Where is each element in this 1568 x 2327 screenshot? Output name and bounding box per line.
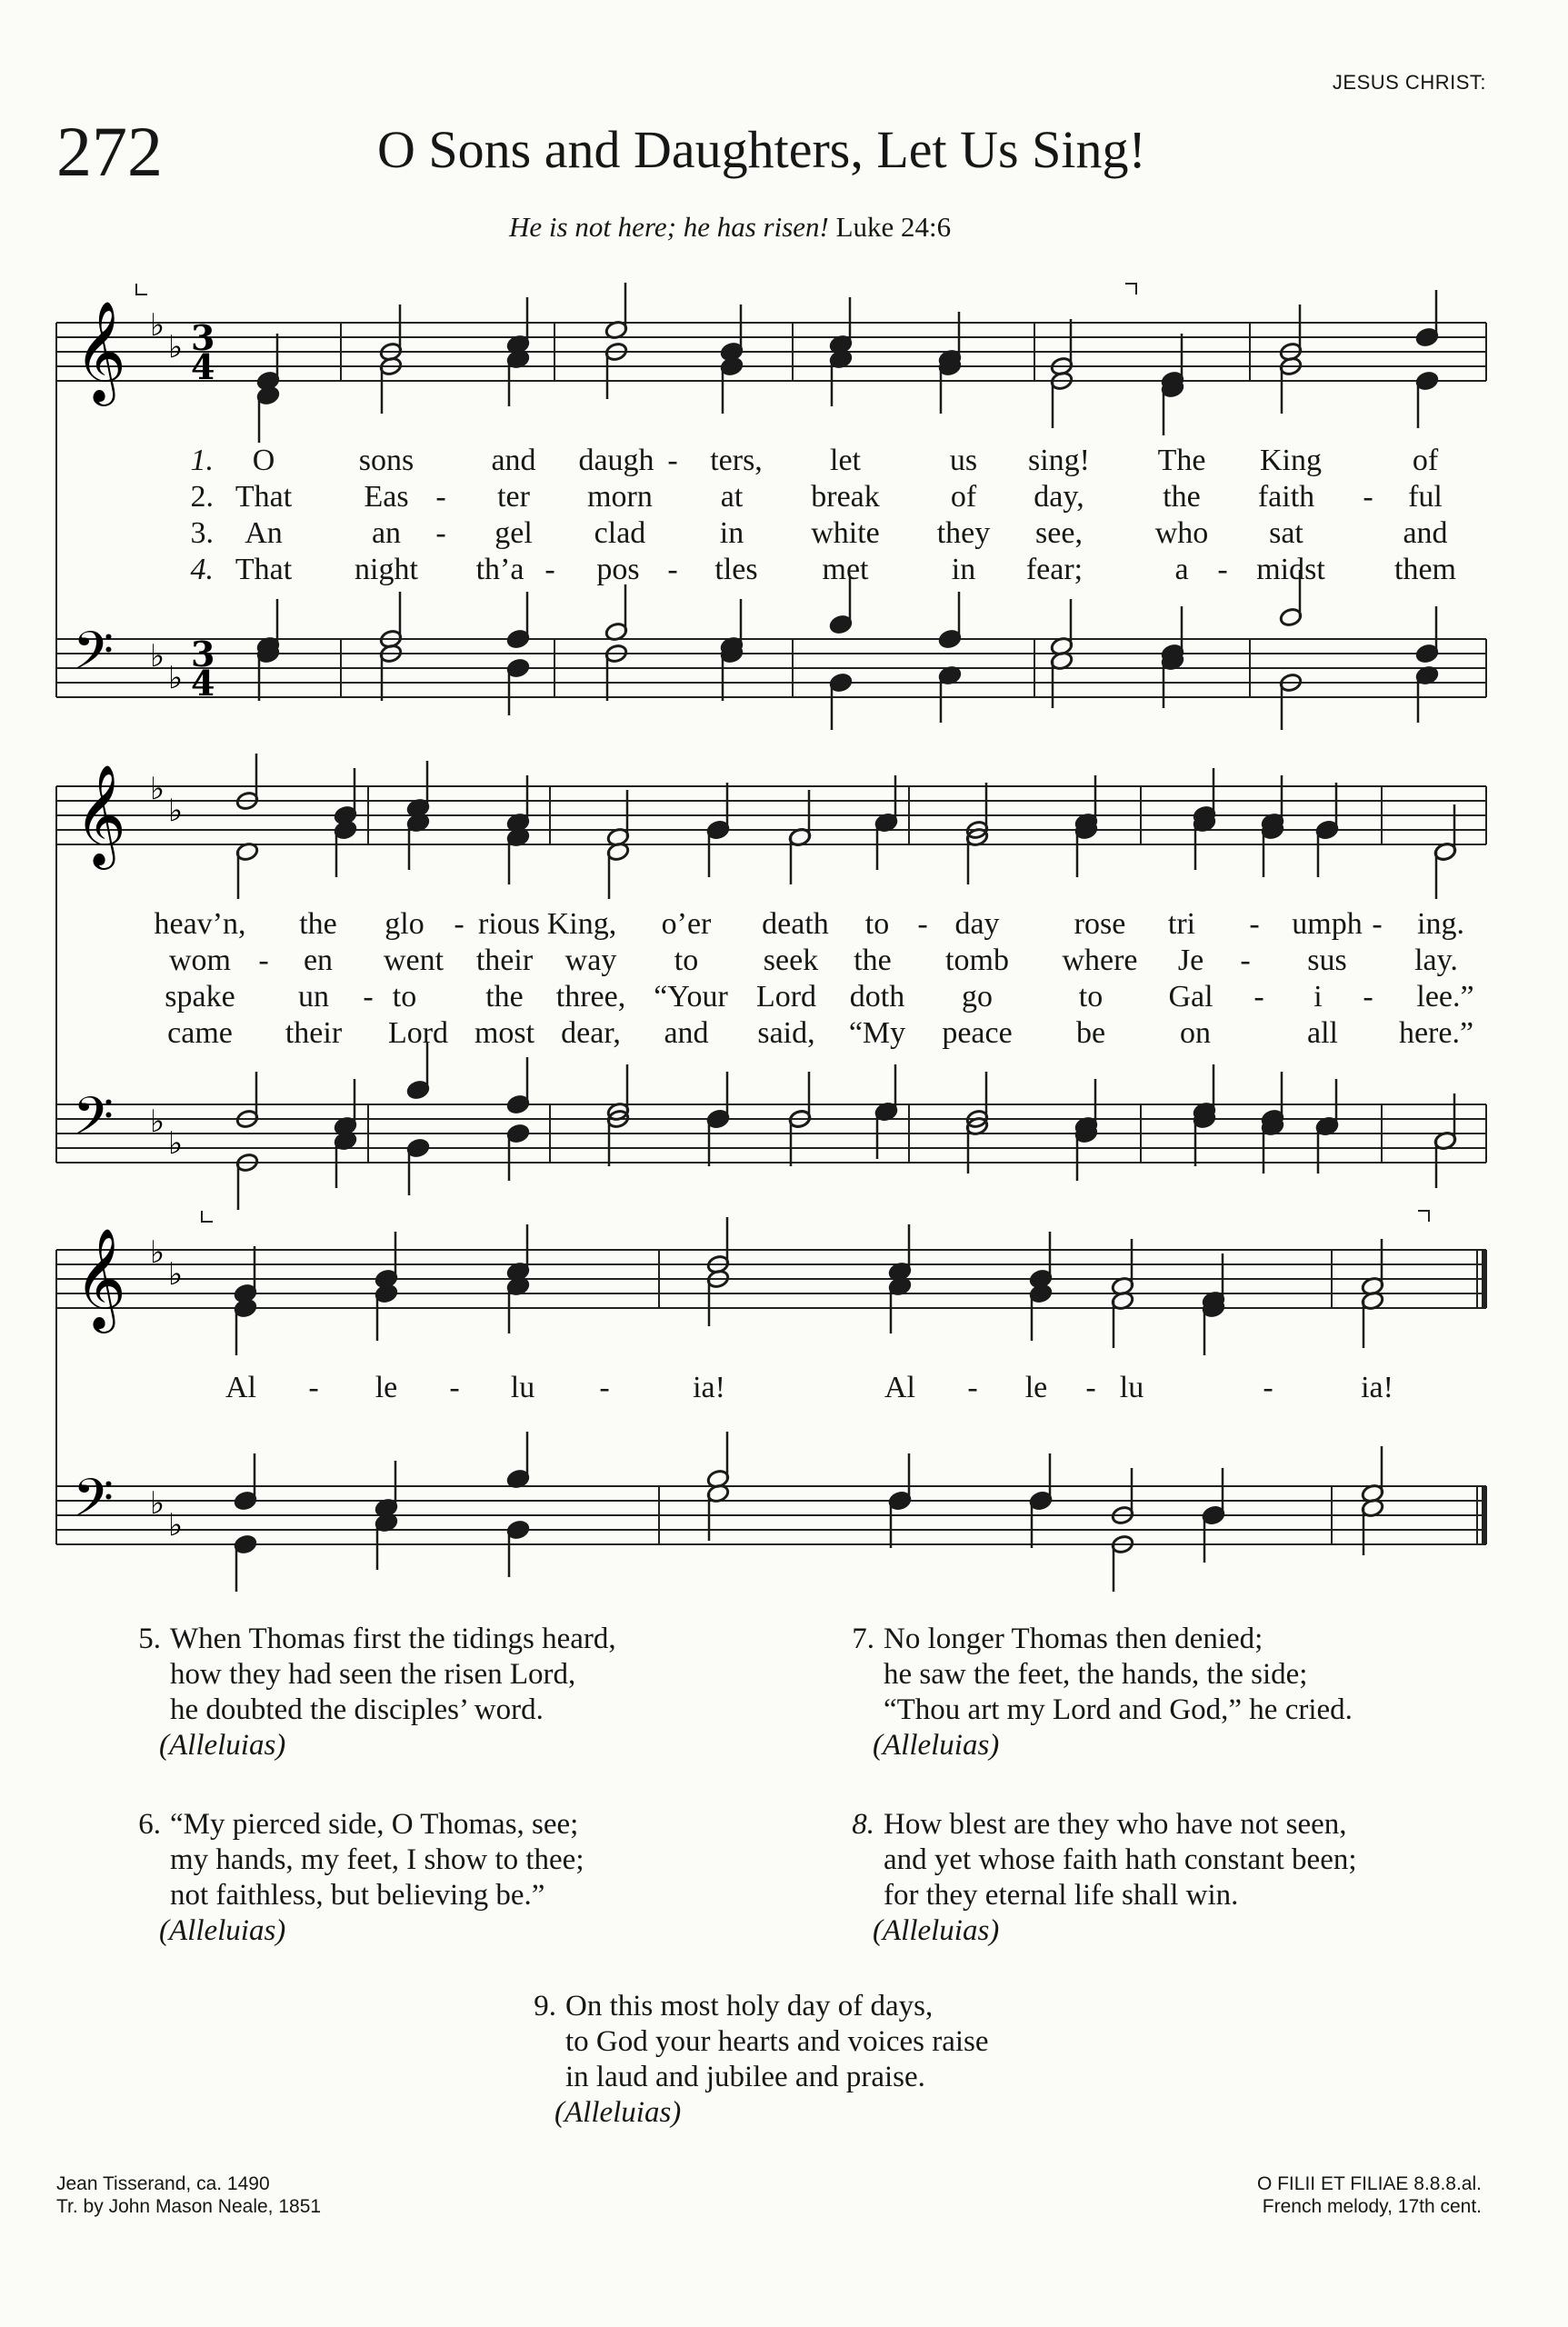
bracket-mark (202, 1211, 213, 1222)
flat-icon: ♭ (150, 771, 165, 807)
final-barline-thick (1482, 1486, 1487, 1544)
time-signature-top: 3 (191, 634, 215, 674)
lyric-syllable: “My (848, 1016, 906, 1050)
stanza-6 (138, 1807, 584, 1949)
lyric-syllable: tri (1167, 907, 1196, 941)
lyric-syllable: met (822, 553, 869, 586)
bracket-mark (1418, 1211, 1429, 1222)
lyric-syllable: i (1313, 980, 1323, 1014)
verse-number: 1. (190, 444, 214, 477)
stanza-line: in laud and jubilee and praise. (565, 2061, 925, 2093)
lyric-syllable: gel (494, 516, 533, 550)
refrain-syllable: ia! (1361, 1371, 1393, 1404)
stanza-line: he saw the feet, the hands, the side; (884, 1658, 1308, 1691)
lyric-syllable: way (564, 944, 617, 977)
time-signature-top: 3 (191, 317, 215, 358)
refrain-syllable: Al (884, 1371, 915, 1404)
refrain-syllable: lu (1119, 1371, 1144, 1404)
time-signature-bottom: 4 (191, 663, 215, 704)
flat-icon: ♭ (168, 660, 184, 696)
lyric-syllable: here.” (1398, 1016, 1474, 1050)
flat-icon: ♭ (150, 307, 165, 344)
lyric-syllable: most (474, 1016, 535, 1050)
lyric-syllable: day (954, 907, 1000, 941)
lyric-syllable: in (719, 516, 744, 550)
flat-icon: ♭ (150, 1485, 165, 1522)
lyric-syllable: Lord (387, 1016, 449, 1050)
lyric-syllable: they (936, 516, 991, 550)
lyric-syllable: - (258, 944, 269, 977)
lyric-syllable: lee.” (1416, 980, 1474, 1014)
lyric-syllable: us (949, 444, 978, 477)
stanza-number: 5. (138, 1623, 161, 1655)
lyric-syllable: clad (594, 516, 646, 550)
lyric-syllable: heav’n, (154, 907, 246, 941)
lyric-syllable: - (544, 553, 555, 586)
treble-clef-icon: 𝄞 (75, 1227, 126, 1329)
refrain-syllable: ia! (693, 1371, 725, 1404)
stanza-refrain: (Alleluias) (159, 1914, 286, 1947)
stanza-number: 6. (138, 1808, 161, 1841)
refrain-syllable: - (1263, 1371, 1273, 1404)
lyric-syllable: in (951, 553, 976, 586)
lyric-syllable: fear; (1025, 553, 1084, 586)
lyric-syllable: Gal (1168, 980, 1213, 1014)
flat-icon: ♭ (150, 638, 165, 674)
stanza-line: “Thou art my Lord and God,” he cried. (884, 1693, 1353, 1726)
lyric-syllable: and (1403, 516, 1448, 550)
lyric-syllable: rious (478, 907, 540, 941)
verse-number: 2. (190, 480, 214, 514)
lyric-syllable: and (664, 1016, 709, 1050)
text-author: Jean Tisserand, ca. 1490 (56, 2173, 270, 2194)
lyric-syllable: ter (497, 480, 530, 514)
tune-source: French melody, 17th cent. (1262, 2196, 1482, 2217)
lyric-syllable: the (1163, 480, 1201, 514)
lyric-syllable: three, (555, 980, 626, 1014)
stanza-line: No longer Thomas then denied; (884, 1623, 1263, 1655)
lyric-syllable: to (674, 944, 699, 977)
lyric-syllable: King, (546, 907, 617, 941)
stanza-refrain: (Alleluias) (554, 2096, 682, 2129)
lyric-syllable: - (1253, 980, 1264, 1014)
lyric-syllable: ters, (710, 444, 763, 477)
flat-icon: ♭ (168, 329, 184, 365)
lyric-syllable: to (1078, 980, 1104, 1014)
lyric-syllable: a (1174, 553, 1189, 586)
lyric-syllable: Eas (364, 480, 409, 514)
lyric-syllable: That (235, 480, 293, 514)
refrain-syllable: lu (510, 1371, 535, 1404)
stanza-number: 7. (852, 1623, 874, 1655)
lyric-syllable: rose (1074, 907, 1126, 941)
lyric-syllable: wom (169, 944, 231, 977)
stanza-5 (138, 1622, 616, 1763)
stanza-number: 9. (534, 1990, 556, 2022)
stanza-8 (852, 1807, 1357, 1949)
tune-name: O FILII ET FILIAE 8.8.8.al. (1256, 2173, 1482, 2194)
lyric-syllable: - (1363, 480, 1373, 514)
lyric-syllable: and (491, 444, 536, 477)
stanza-line: “My pierced side, O Thomas, see; (170, 1808, 579, 1841)
treble-clef-icon: 𝄞 (75, 300, 126, 402)
lyric-syllable: daugh (578, 444, 654, 477)
stanza-refrain: (Alleluias) (159, 1729, 286, 1762)
stanza-line: How blest are they who have not seen, (884, 1808, 1347, 1841)
stanza-line: On this most holy day of days, (565, 1990, 934, 2022)
lyric-syllable: night (355, 553, 418, 586)
stanza-line: how they had seen the risen Lord, (170, 1658, 576, 1691)
lyric-syllable: be (1075, 1016, 1106, 1050)
lyric-syllable: let (830, 444, 861, 477)
scripture-quote: He is not here; he has risen! (509, 211, 829, 243)
lyric-syllable: glo (385, 907, 424, 941)
refrain-syllable: - (308, 1371, 319, 1404)
lyric-syllable: - (454, 907, 464, 941)
time-signature-bottom: 4 (191, 346, 215, 387)
lyric-syllable: - (667, 553, 678, 586)
final-barline-thick (1482, 1250, 1487, 1308)
section-heading: JESUS CHRIST: (1332, 71, 1486, 94)
flat-icon: ♭ (150, 1104, 165, 1140)
stanza-line: When Thomas first the tidings heard, (170, 1623, 616, 1655)
lyric-syllable: en (303, 944, 334, 977)
lyric-syllable: break (811, 480, 880, 514)
lyric-syllable: umph (1292, 907, 1363, 941)
stanza-line: my hands, my feet, I show to thee; (170, 1843, 584, 1876)
lyric-syllable: came (167, 1016, 233, 1050)
lyric-syllable: peace (942, 1016, 1013, 1050)
flat-icon: ♭ (168, 1507, 184, 1543)
lyric-syllable: spake (165, 980, 235, 1014)
lyric-syllable: white (811, 516, 880, 550)
lyric-syllable: seek (763, 944, 819, 977)
lyric-syllable: morn (587, 480, 653, 514)
lyric-syllable: ful (1408, 480, 1443, 514)
stanza-refrain: (Alleluias) (873, 1729, 1000, 1762)
lyric-syllable: - (435, 516, 446, 550)
lyric-syllable: go (962, 980, 993, 1014)
lyric-syllable: - (1240, 944, 1251, 977)
stanza-line: to God your hearts and voices raise (565, 2025, 989, 2058)
stanza-line: for they eternal life shall win. (884, 1879, 1239, 1912)
lyric-syllable: death (762, 907, 829, 941)
lyric-syllable: see, (1035, 516, 1083, 550)
lyric-syllable: That (235, 553, 293, 586)
lyric-syllable: the (485, 980, 524, 1014)
bass-clef-icon: 𝄢 (73, 1467, 115, 1542)
lyric-syllable: - (917, 907, 928, 941)
lyric-syllable: An (245, 516, 283, 550)
refrain-syllable: - (1085, 1371, 1096, 1404)
lyric-syllable: of (1412, 444, 1439, 477)
lyric-syllable: where (1062, 944, 1138, 977)
verse-number: 3. (190, 516, 214, 550)
lyric-syllable: of (950, 480, 977, 514)
lyric-syllable: went (383, 944, 444, 977)
stanza-number: 8. (852, 1808, 874, 1841)
lyric-syllable: to (864, 907, 890, 941)
lyric-syllable: The (1157, 444, 1206, 477)
lyric-syllable: Je (1177, 944, 1204, 977)
hymn-title: O Sons and Daughters, Let Us Sing! (377, 120, 1146, 179)
lyric-syllable: - (1217, 553, 1228, 586)
lyric-syllable: on (1180, 1016, 1211, 1050)
text-credits (56, 2172, 321, 2218)
refrain-syllable: - (967, 1371, 978, 1404)
stanza-9 (534, 1989, 989, 2131)
lyric-syllable: day, (1034, 480, 1084, 514)
lyric-syllable: them (1394, 553, 1456, 586)
lyric-syllable: the (854, 944, 892, 977)
bass-clef-icon: 𝄢 (73, 620, 115, 694)
lyric-syllable: - (435, 480, 446, 514)
lyric-syllable: sat (1269, 516, 1303, 550)
bass-clef-icon: 𝄢 (73, 1085, 115, 1160)
lyric-syllable: Lord (755, 980, 817, 1014)
stanza-7 (852, 1622, 1353, 1763)
lyric-syllable: faith (1257, 480, 1315, 514)
stanza-refrain: (Alleluias) (873, 1914, 1000, 1947)
lyric-syllable: all (1307, 1016, 1338, 1050)
verse-number: 4. (190, 553, 214, 586)
lyric-syllable: doth (849, 980, 905, 1014)
lyric-syllable: - (1372, 907, 1383, 941)
bracket-mark (136, 284, 147, 295)
lyric-syllable: th’a (475, 553, 524, 586)
lyric-syllable: sing! (1028, 444, 1090, 477)
lyric-syllable: the (299, 907, 337, 941)
lyric-syllable: who (1154, 516, 1209, 550)
tune-credits (1109, 2172, 1482, 2218)
lyric-syllable: pos (596, 553, 640, 586)
refrain-syllable: Al (225, 1371, 256, 1404)
bracket-mark (1125, 284, 1136, 295)
stanza-line: and yet whose faith hath constant been; (884, 1843, 1357, 1876)
refrain-syllable: - (599, 1371, 610, 1404)
stanza-line: he doubted the disciples’ word. (170, 1693, 544, 1726)
flat-icon: ♭ (168, 1125, 184, 1162)
lyric-syllable: at (720, 480, 744, 514)
lyric-syllable: their (475, 944, 534, 977)
treble-clef-icon: 𝄞 (75, 764, 126, 865)
refrain-syllable: le (375, 1371, 398, 1404)
lyric-syllable: their (285, 1016, 343, 1050)
scripture-reference: Luke 24:6 (835, 211, 952, 243)
flat-icon: ♭ (150, 1234, 165, 1271)
lyric-syllable: King (1260, 444, 1322, 477)
stanza-line: not faithless, but believing be.” (170, 1879, 545, 1912)
lyric-syllable: an (371, 516, 402, 550)
lyric-syllable: - (1363, 980, 1373, 1014)
lyric-syllable: dear, (561, 1016, 621, 1050)
lyric-syllable: - (1249, 907, 1260, 941)
lyric-syllable: un (298, 980, 329, 1014)
flat-icon: ♭ (168, 793, 184, 829)
lyric-syllable: to (392, 980, 417, 1014)
translator-credit: Tr. by John Mason Neale, 1851 (56, 2196, 322, 2217)
lyric-syllable: - (363, 980, 374, 1014)
lyric-syllable: sus (1307, 944, 1347, 977)
lyric-syllable: “Your (654, 980, 728, 1014)
lyric-syllable: O (252, 444, 275, 477)
lyric-syllable: tomb (945, 944, 1009, 977)
lyric-syllable: tles (714, 553, 758, 586)
lyric-syllable: sons (358, 444, 414, 477)
lyric-syllable: said, (757, 1016, 815, 1050)
refrain-syllable: - (449, 1371, 460, 1404)
lyric-syllable: midst (1256, 553, 1325, 586)
lyric-syllable: o’er (661, 907, 712, 941)
flat-icon: ♭ (168, 1256, 184, 1293)
refrain-syllable: le (1024, 1371, 1048, 1404)
lyric-syllable: - (667, 444, 678, 477)
hymn-number: 272 (56, 112, 163, 191)
lyric-syllable: ing. (1417, 907, 1464, 941)
lyric-syllable: lay. (1414, 944, 1458, 977)
